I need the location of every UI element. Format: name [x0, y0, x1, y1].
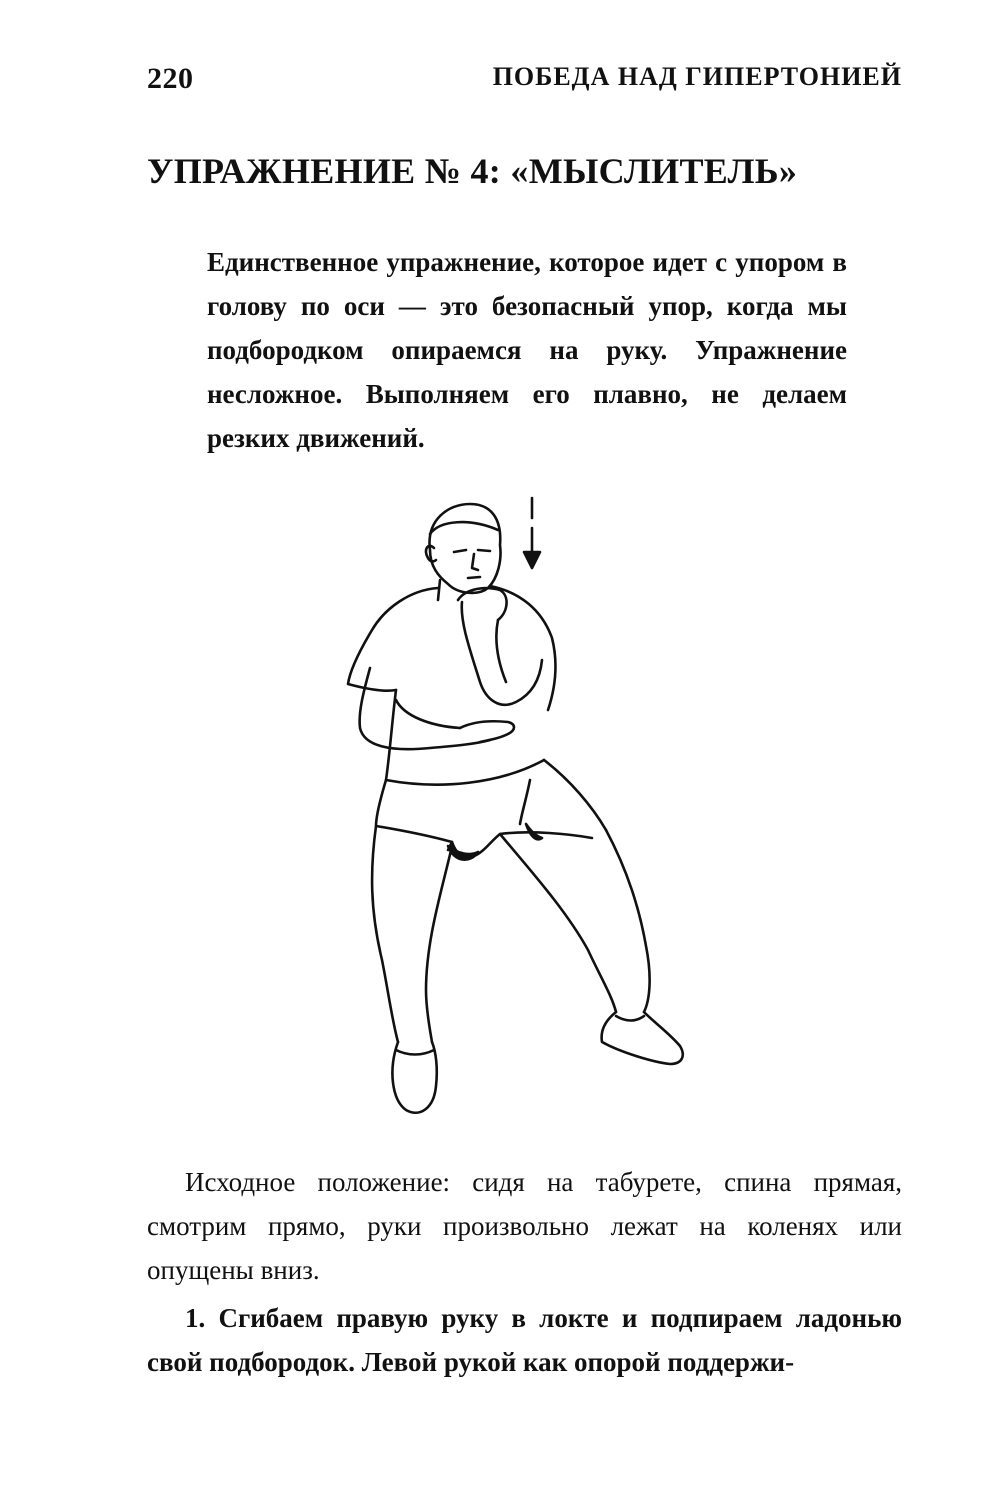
seated-thinker-illustration	[348, 504, 683, 1113]
exercise-illustration	[330, 490, 690, 1130]
down-arrow-icon	[524, 498, 540, 568]
starting-position-paragraph: Исходное положение: сидя на табурете, спина прямая, смотрим прямо, руки произвольно лежат на коленях или опущены вниз.	[147, 1167, 902, 1285]
step-one-paragraph: 1. Сгибаем правую руку в локте и подпираем ладонью свой подбородок. Левой рукой как опорой поддержи-	[147, 1303, 902, 1377]
page-number: 220	[147, 62, 194, 95]
intro-paragraph: Единственное упражнение, которое идет с упором в голову по оси — это безопасный упор, когда мы подбородком опираемся на руку. Упражнение несложное. Выполняем его плавно, не делаем резких движений.	[207, 247, 847, 453]
running-head: ПОБЕДА НАД ГИПЕРТОНИЕЙ	[492, 62, 902, 91]
exercise-title: УПРАЖНЕНИЕ № 4: «МЫСЛИТЕЛЬ»	[147, 151, 798, 191]
